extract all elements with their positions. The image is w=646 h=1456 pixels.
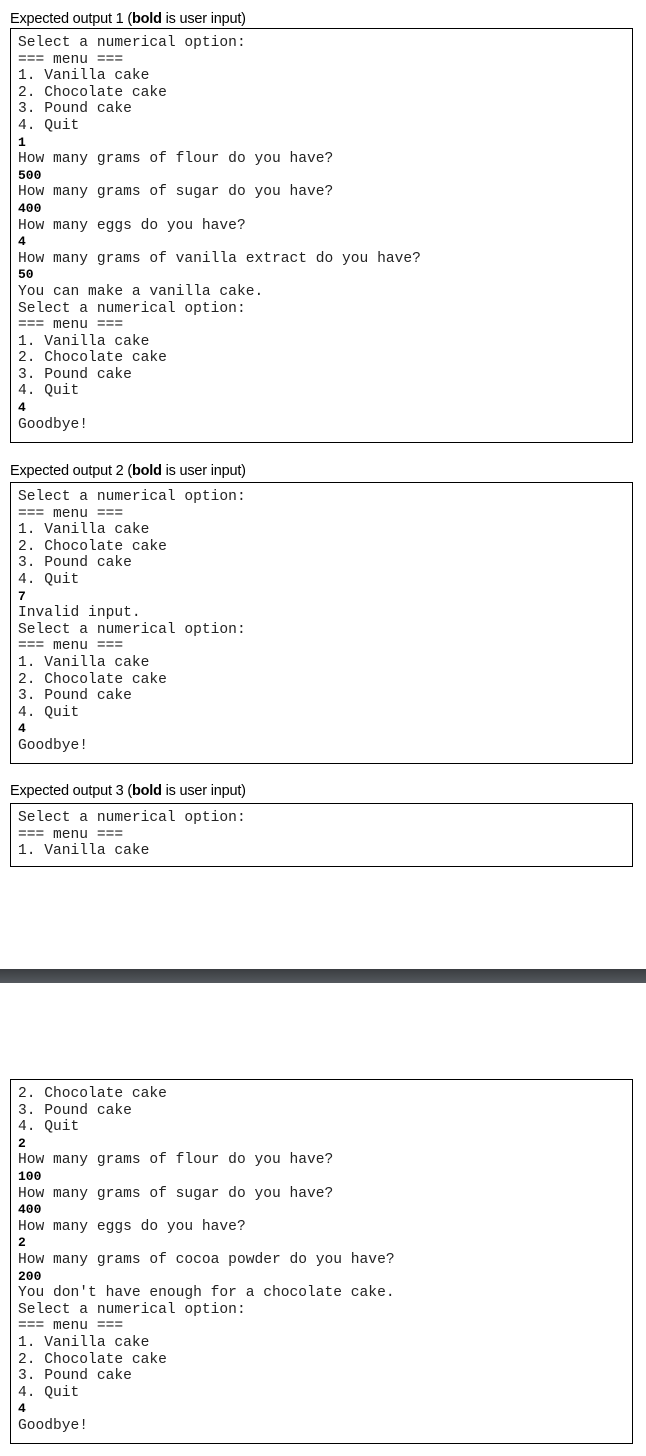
output-line: 2. Chocolate cake bbox=[18, 538, 167, 555]
heading-bold-text: bold bbox=[131, 11, 162, 27]
heading-bold-text: bold bbox=[131, 463, 162, 479]
heading-text: is user input) bbox=[161, 783, 246, 799]
output-line: === menu === bbox=[18, 1318, 124, 1335]
user-input-line: 1 bbox=[18, 134, 26, 150]
output-line: How many grams of vanilla extract do you have? bbox=[18, 250, 421, 267]
output-line: Select a numerical option: bbox=[18, 810, 246, 826]
output-line: How many grams of flour do you have? bbox=[18, 1152, 334, 1169]
user-input-line: 4 bbox=[18, 400, 26, 416]
output-line: === menu === bbox=[18, 51, 124, 68]
output-line: === menu === bbox=[18, 317, 124, 334]
output-line: 3. Pound cake bbox=[18, 366, 132, 383]
output-line: How many grams of flour do you have? bbox=[18, 151, 334, 168]
output-line: 3. Pound cake bbox=[18, 1368, 132, 1385]
output-line: Select a numerical option: bbox=[18, 300, 246, 317]
user-input-line: 200 bbox=[18, 1268, 42, 1284]
user-input-line: 400 bbox=[18, 200, 42, 216]
output-line: How many eggs do you have? bbox=[18, 1218, 246, 1235]
output-line: You don't have enough for a chocolate cake. bbox=[18, 1285, 395, 1302]
page-break-divider bbox=[0, 969, 646, 983]
user-input-line: 7 bbox=[18, 588, 26, 604]
output-line: 3. Pound cake bbox=[18, 688, 132, 705]
expected-output-3-heading bbox=[10, 783, 246, 799]
expected-output-1-box bbox=[10, 28, 633, 443]
heading-text: Expected output 1 ( bbox=[10, 11, 132, 27]
output-line: How many grams of cocoa powder do you have? bbox=[18, 1251, 395, 1268]
output-line: 4. Quit bbox=[18, 1384, 80, 1401]
output-line: 1. Vanilla cake bbox=[18, 1334, 150, 1351]
output-line: 4. Quit bbox=[18, 704, 80, 721]
output-line: Select a numerical option: bbox=[18, 489, 246, 505]
output-line: 2. Chocolate cake bbox=[18, 671, 167, 688]
heading-bold-text: bold bbox=[131, 783, 162, 799]
user-input-line: 100 bbox=[18, 1168, 42, 1184]
expected-output-2-heading bbox=[10, 463, 246, 479]
output-line: Goodbye! bbox=[18, 416, 89, 433]
output-line: 4. Quit bbox=[18, 383, 80, 400]
output-line: 3. Pound cake bbox=[18, 1102, 132, 1119]
output-line: Goodbye! bbox=[18, 1417, 89, 1434]
user-input-line: 50 bbox=[18, 267, 34, 283]
output-line: === menu === bbox=[18, 505, 124, 522]
output-line: 4. Quit bbox=[18, 571, 80, 588]
output-line: 1. Vanilla cake bbox=[18, 843, 150, 860]
output-line: Select a numerical option: bbox=[18, 35, 246, 51]
user-input-line: 2 bbox=[18, 1235, 26, 1251]
output-line: 1. Vanilla cake bbox=[18, 522, 150, 539]
output-line: 2. Chocolate cake bbox=[18, 350, 167, 367]
output-line: 1. Vanilla cake bbox=[18, 68, 150, 85]
output-line: 4. Quit bbox=[18, 117, 80, 134]
user-input-line: 400 bbox=[18, 1202, 42, 1218]
user-input-line: 4 bbox=[18, 234, 26, 250]
output-line: Select a numerical option: bbox=[18, 1301, 246, 1318]
output-line: 2. Chocolate cake bbox=[18, 84, 167, 101]
output-line: How many grams of sugar do you have? bbox=[18, 1185, 334, 1202]
expected-output-3-box bbox=[10, 803, 633, 867]
heading-text: Expected output 2 ( bbox=[10, 463, 132, 479]
output-line: 2. Chocolate cake bbox=[18, 1086, 167, 1102]
output-line: 2. Chocolate cake bbox=[18, 1351, 167, 1368]
output-line: You can make a vanilla cake. bbox=[18, 283, 264, 300]
output-line: Goodbye! bbox=[18, 737, 89, 754]
output-line: How many eggs do you have? bbox=[18, 217, 246, 234]
heading-text: Expected output 3 ( bbox=[10, 783, 132, 799]
user-input-line: 500 bbox=[18, 167, 42, 183]
output-line: 1. Vanilla cake bbox=[18, 333, 150, 350]
output-line: Select a numerical option: bbox=[18, 621, 246, 638]
expected-output-3-continued-box bbox=[10, 1079, 633, 1444]
output-line: === menu === bbox=[18, 638, 124, 655]
output-line: 3. Pound cake bbox=[18, 101, 132, 118]
heading-text: is user input) bbox=[161, 11, 246, 27]
user-input-line: 2 bbox=[18, 1135, 26, 1151]
output-line: Invalid input. bbox=[18, 605, 141, 622]
expected-output-1-heading bbox=[10, 11, 246, 27]
output-line: 3. Pound cake bbox=[18, 555, 132, 572]
output-line: === menu === bbox=[18, 826, 124, 843]
output-line: How many grams of sugar do you have? bbox=[18, 184, 334, 201]
output-line: 4. Quit bbox=[18, 1119, 80, 1136]
heading-text: is user input) bbox=[161, 463, 246, 479]
user-input-line: 4 bbox=[18, 721, 26, 737]
user-input-line: 4 bbox=[18, 1401, 26, 1417]
output-line: 1. Vanilla cake bbox=[18, 654, 150, 671]
expected-output-2-box bbox=[10, 482, 633, 764]
